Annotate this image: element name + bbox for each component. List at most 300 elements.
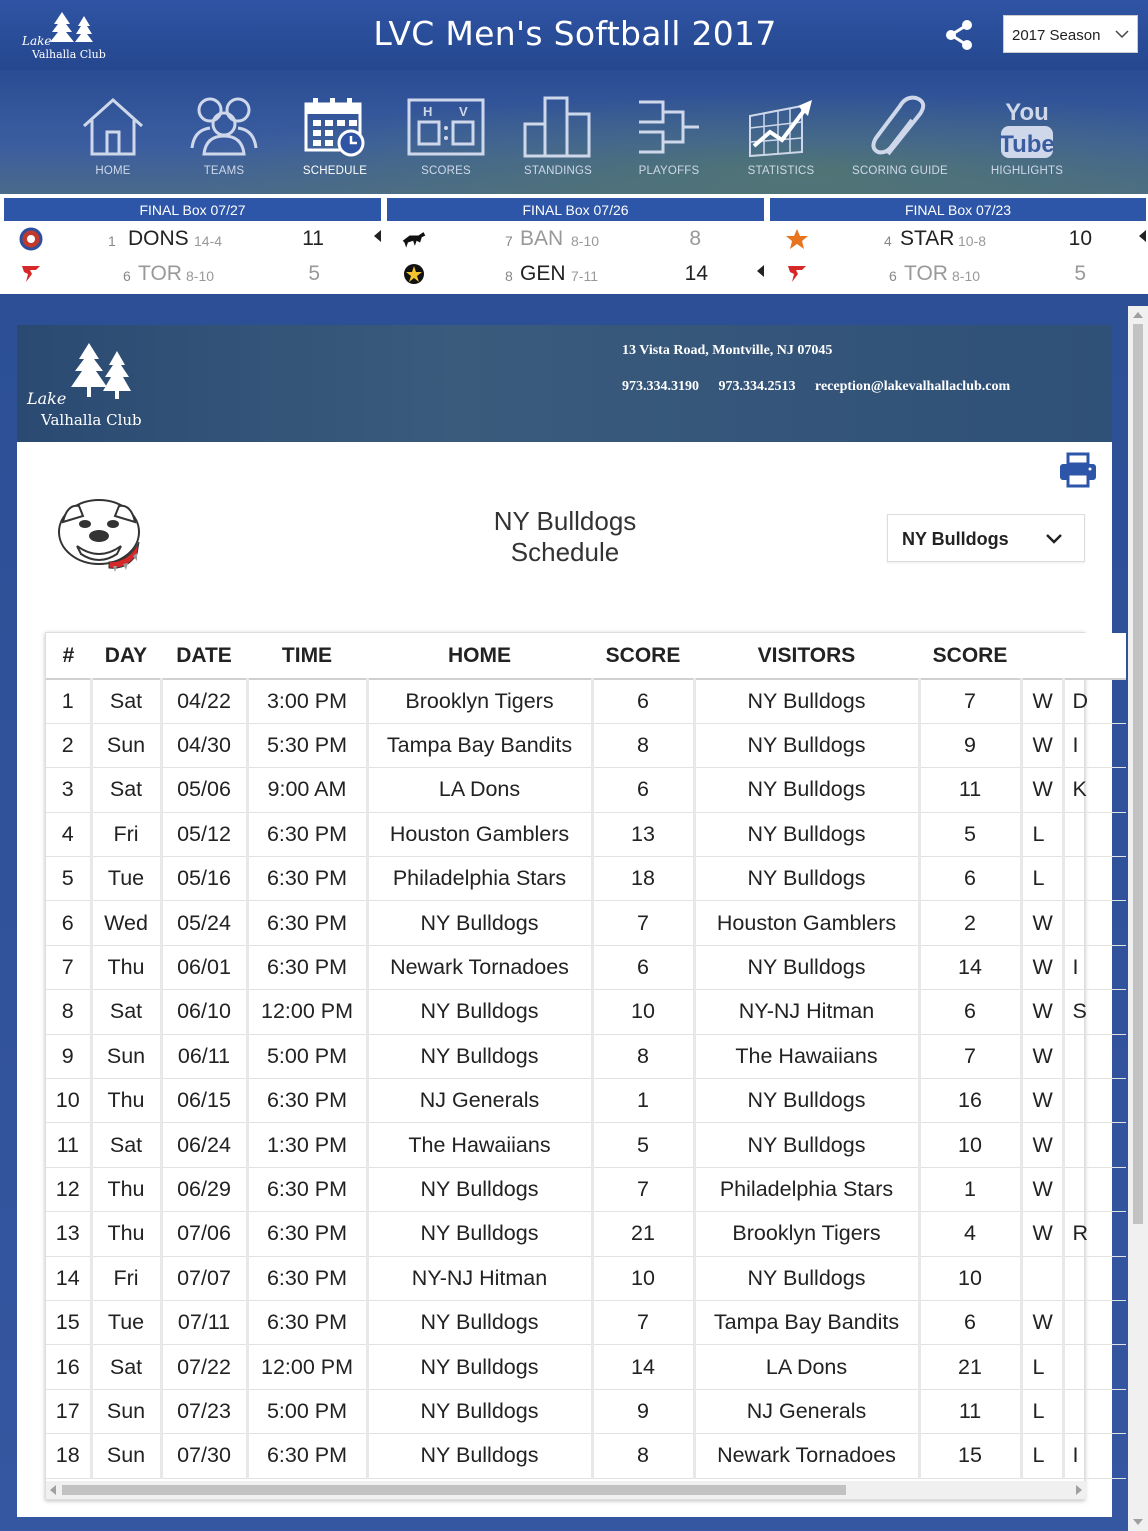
- table-cell: NY Bulldogs: [694, 768, 919, 812]
- paperclip-icon: [868, 96, 932, 158]
- table-row[interactable]: [46, 1256, 1126, 1300]
- table-row[interactable]: [46, 1212, 1126, 1256]
- scroll-thumb[interactable]: [62, 1485, 846, 1495]
- boxscore-team-row: [770, 221, 1146, 256]
- table-cell: 9: [919, 723, 1021, 767]
- team-dropdown[interactable]: [887, 514, 1085, 562]
- team-seed: 4: [884, 233, 892, 249]
- schedule-header-row: [46, 633, 1126, 679]
- logo-text-lake: Lake: [22, 34, 52, 48]
- table-cell: Thu: [91, 1212, 161, 1256]
- nav-statistics[interactable]: [726, 70, 836, 194]
- table-cell: W: [1021, 1034, 1063, 1078]
- table-row[interactable]: [46, 945, 1126, 989]
- table-cell: 6: [919, 990, 1021, 1034]
- table-cell: Wed: [91, 901, 161, 945]
- table-cell: I: [1063, 945, 1126, 989]
- scroll-right-icon[interactable]: [1076, 1485, 1082, 1495]
- boxscore-card[interactable]: [387, 198, 764, 294]
- club-contact: [622, 379, 1024, 395]
- table-cell: Sat: [91, 679, 161, 723]
- table-cell: 1: [592, 1079, 694, 1123]
- team-abbr: BAN: [520, 227, 564, 250]
- club-logo-large: [27, 341, 147, 431]
- winner-indicator-icon: [374, 230, 381, 242]
- table-cell: Thu: [91, 945, 161, 989]
- boxscore-header[interactable]: FINAL Box 07/26: [387, 198, 764, 221]
- table-cell: 3: [46, 768, 91, 812]
- table-cell: 07/30: [161, 1434, 247, 1478]
- table-cell: 1:30 PM: [247, 1123, 367, 1167]
- schedule-title-team: NY Bulldogs: [493, 506, 637, 536]
- table-cell: Sun: [91, 1034, 161, 1078]
- scores-ticker: [0, 194, 1148, 294]
- table-cell: 04/22: [161, 679, 247, 723]
- table-cell: Houston Gamblers: [367, 812, 592, 856]
- table-cell: 9: [592, 1389, 694, 1433]
- table-cell: [1063, 857, 1126, 901]
- bracket-icon: [637, 96, 701, 158]
- table-cell: Tue: [91, 857, 161, 901]
- table-cell: 7: [592, 1300, 694, 1344]
- table-cell: 6:30 PM: [247, 1079, 367, 1123]
- team-score: 14: [684, 262, 708, 285]
- scroll-left-icon[interactable]: [50, 1485, 56, 1495]
- table-cell: Sun: [91, 1434, 161, 1478]
- table-cell: W: [1021, 1123, 1063, 1167]
- nav-scores[interactable]: [391, 70, 501, 194]
- column-header: DAY: [91, 633, 161, 679]
- table-row[interactable]: [46, 812, 1126, 856]
- table-cell: NJ Generals: [694, 1389, 919, 1433]
- table-cell: 5: [46, 857, 91, 901]
- club-banner: [17, 325, 1112, 442]
- table-cell: 6:30 PM: [247, 901, 367, 945]
- table-cell: Fri: [91, 812, 161, 856]
- table-cell: NY-NJ Hitman: [367, 1256, 592, 1300]
- table-cell: Sat: [91, 1345, 161, 1389]
- table-cell: NY Bulldogs: [694, 1123, 919, 1167]
- team-abbr: TOR: [138, 262, 182, 285]
- bandits-horse-icon: [401, 227, 427, 251]
- table-cell: W: [1021, 723, 1063, 767]
- nav-standings[interactable]: [503, 70, 613, 194]
- table-cell: S: [1063, 990, 1126, 1034]
- table-cell: 05/06: [161, 768, 247, 812]
- main-nav: [0, 70, 1148, 194]
- svg-text:H: H: [423, 104, 433, 119]
- table-row[interactable]: [46, 1079, 1126, 1123]
- table-cell: NY Bulldogs: [694, 1079, 919, 1123]
- table-cell: 5: [592, 1123, 694, 1167]
- table-cell: 10: [592, 990, 694, 1034]
- nav-teams-label: TEAMS: [203, 165, 245, 177]
- table-cell: 6: [592, 679, 694, 723]
- table-cell: 12:00 PM: [247, 1345, 367, 1389]
- svg-text:You: You: [1005, 99, 1049, 126]
- table-cell: D: [1063, 679, 1126, 723]
- table-cell: [1063, 1123, 1126, 1167]
- table-cell: Tampa Bay Bandits: [367, 723, 592, 767]
- chevron-down-icon: [1046, 532, 1062, 546]
- teams-icon: [188, 96, 260, 156]
- team-record: 7-11: [571, 268, 598, 284]
- table-cell: 18: [592, 857, 694, 901]
- table-cell: [1063, 1167, 1126, 1211]
- table-cell: 11: [919, 1389, 1021, 1433]
- table-cell: 6:30 PM: [247, 1167, 367, 1211]
- table-cell: L: [1021, 812, 1063, 856]
- table-row[interactable]: [46, 768, 1126, 812]
- boxscore-card[interactable]: [4, 198, 381, 294]
- column-header: SCORE: [592, 633, 694, 679]
- tornado-team-icon: [784, 262, 810, 286]
- print-icon[interactable]: [1058, 452, 1098, 488]
- table-cell: W: [1021, 990, 1063, 1034]
- table-cell: W: [1021, 679, 1063, 723]
- table-cell: 6:30 PM: [247, 945, 367, 989]
- table-row[interactable]: [46, 1167, 1126, 1211]
- winner-indicator-icon: [757, 265, 764, 277]
- nav-scoring-guide[interactable]: [844, 70, 956, 194]
- table-cell: 14: [919, 945, 1021, 989]
- table-cell: K: [1063, 768, 1126, 812]
- table-row[interactable]: [46, 990, 1126, 1034]
- chevron-down-icon: [1115, 27, 1129, 41]
- table-cell: [1063, 901, 1126, 945]
- table-cell: 4: [46, 812, 91, 856]
- table-cell: NY Bulldogs: [367, 990, 592, 1034]
- table-cell: 6: [919, 857, 1021, 901]
- table-cell: The Hawaiians: [367, 1123, 592, 1167]
- table-cell: 6: [592, 945, 694, 989]
- banner-logo-text-club: Valhalla Club: [41, 411, 142, 429]
- table-cell: [1063, 1034, 1126, 1078]
- club-phone[interactable]: 973.334.3190: [622, 379, 699, 394]
- nav-playoffs[interactable]: [614, 70, 724, 194]
- table-cell: 2: [919, 901, 1021, 945]
- table-cell: R: [1063, 1212, 1126, 1256]
- nav-playoffs-label: PLAYOFFS: [638, 165, 700, 177]
- table-cell: 18: [46, 1434, 91, 1478]
- table-cell: 5:00 PM: [247, 1034, 367, 1078]
- table-cell: 15: [46, 1300, 91, 1344]
- table-cell: NY Bulldogs: [367, 1034, 592, 1078]
- schedule-body: [46, 679, 1126, 1478]
- table-cell: NY Bulldogs: [367, 1212, 592, 1256]
- club-phone[interactable]: 973.334.2513: [718, 379, 796, 394]
- team-record: 8-10: [952, 268, 981, 284]
- team-score: 10: [1068, 227, 1092, 250]
- table-cell: NY Bulldogs: [367, 1434, 592, 1478]
- svg-text:V: V: [459, 104, 468, 119]
- table-cell: L: [1021, 857, 1063, 901]
- team-dropdown-value: NY Bulldogs: [902, 529, 1009, 549]
- column-header: HOME: [367, 633, 592, 679]
- table-cell: 10: [592, 1256, 694, 1300]
- table-row[interactable]: [46, 1389, 1126, 1433]
- table-cell: W: [1021, 901, 1063, 945]
- table-cell: 6: [592, 768, 694, 812]
- tree-icon: [48, 10, 100, 44]
- nav-highlights-label: HIGHLIGHTS: [990, 165, 1064, 177]
- boxscore-team-row: [387, 221, 764, 256]
- table-cell: [1063, 1079, 1126, 1123]
- table-row[interactable]: [46, 723, 1126, 767]
- table-cell: 7: [46, 945, 91, 989]
- logo-text-club: Valhalla Club: [32, 48, 106, 61]
- table-cell: Brooklyn Tigers: [694, 1212, 919, 1256]
- table-cell: LA Dons: [367, 768, 592, 812]
- boxscore-team-row: [387, 256, 764, 291]
- table-cell: [1063, 1345, 1126, 1389]
- table-cell: 14: [46, 1256, 91, 1300]
- table-cell: 1: [919, 1167, 1021, 1211]
- team-seed: 1: [108, 233, 116, 249]
- table-cell: NY Bulldogs: [367, 1389, 592, 1433]
- table-cell: 05/16: [161, 857, 247, 901]
- table-cell: NJ Generals: [367, 1079, 592, 1123]
- boxscore-team-row: [770, 256, 1146, 291]
- nav-standings-label: STANDINGS: [523, 165, 593, 177]
- table-cell: 11: [46, 1123, 91, 1167]
- table-cell: 13: [592, 812, 694, 856]
- table-cell: 21: [919, 1345, 1021, 1389]
- column-header: SCORE: [919, 633, 1021, 679]
- horizontal-scrollbar[interactable]: [46, 1481, 1086, 1499]
- nav-home-label: HOME: [95, 165, 131, 177]
- nav-scores-label: SCORES: [421, 165, 471, 177]
- table-cell: 05/12: [161, 812, 247, 856]
- table-cell: I: [1063, 723, 1126, 767]
- boxscore-team-row: [4, 221, 381, 256]
- scroll-up-icon[interactable]: [1133, 312, 1143, 318]
- team-abbr: DONS: [128, 227, 189, 250]
- team-score: 5: [308, 262, 320, 285]
- table-cell: NY Bulldogs: [367, 901, 592, 945]
- table-cell: 07/11: [161, 1300, 247, 1344]
- table-cell: 10: [46, 1079, 91, 1123]
- scroll-thumb[interactable]: [1133, 324, 1143, 1224]
- table-cell: NY Bulldogs: [694, 812, 919, 856]
- vertical-scrollbar[interactable]: [1128, 306, 1148, 1531]
- nav-scoring-guide-label: SCORING GUIDE: [852, 165, 948, 177]
- table-row[interactable]: [46, 1345, 1126, 1389]
- table-cell: W: [1021, 1167, 1063, 1211]
- table-cell: W: [1021, 945, 1063, 989]
- team-record: 14-4: [194, 233, 223, 249]
- table-cell: 10: [919, 1123, 1021, 1167]
- table-cell: 6:30 PM: [247, 812, 367, 856]
- table-cell: [1021, 1256, 1063, 1300]
- table-cell: 05/24: [161, 901, 247, 945]
- table-cell: 13: [46, 1212, 91, 1256]
- table-cell: [1063, 812, 1126, 856]
- table-cell: Tue: [91, 1300, 161, 1344]
- table-cell: Brooklyn Tigers: [367, 679, 592, 723]
- team-abbr: GEN: [520, 262, 566, 285]
- winner-indicator-icon: [1139, 230, 1146, 242]
- schedule-table-container: [45, 632, 1089, 1500]
- table-cell: 07/23: [161, 1389, 247, 1433]
- home-icon: [80, 96, 146, 156]
- table-cell: 8: [46, 990, 91, 1034]
- table-cell: 10: [919, 1256, 1021, 1300]
- table-cell: 6: [46, 901, 91, 945]
- calendar-icon: [304, 96, 366, 156]
- table-cell: 6:30 PM: [247, 1300, 367, 1344]
- table-cell: 9:00 AM: [247, 768, 367, 812]
- column-header: #: [46, 633, 91, 679]
- table-row[interactable]: [46, 679, 1126, 723]
- table-cell: LA Dons: [694, 1345, 919, 1389]
- club-email-link[interactable]: reception@lakevalhallaclub.com: [815, 379, 1011, 394]
- table-cell: NY Bulldogs: [694, 945, 919, 989]
- table-cell: 7: [592, 901, 694, 945]
- tornado-team-icon: [18, 262, 44, 286]
- scroll-down-icon[interactable]: [1133, 1519, 1143, 1525]
- table-cell: W: [1021, 1079, 1063, 1123]
- table-cell: Thu: [91, 1167, 161, 1211]
- table-cell: Sun: [91, 723, 161, 767]
- table-cell: 07/07: [161, 1256, 247, 1300]
- table-cell: L: [1021, 1434, 1063, 1478]
- team-score: 11: [302, 227, 324, 250]
- season-dropdown[interactable]: [1003, 15, 1138, 53]
- table-cell: [1063, 1389, 1126, 1433]
- table-cell: NY Bulldogs: [694, 857, 919, 901]
- table-cell: 8: [592, 1434, 694, 1478]
- table-cell: [1063, 1256, 1126, 1300]
- bulldog-team-icon: [53, 492, 145, 574]
- table-cell: Newark Tornadoes: [367, 945, 592, 989]
- table-cell: 06/11: [161, 1034, 247, 1078]
- schedule-title: [415, 506, 715, 568]
- table-row[interactable]: [46, 901, 1126, 945]
- app-title: LVC Men's Softball 2017: [373, 14, 777, 53]
- table-row[interactable]: [46, 1123, 1126, 1167]
- table-row[interactable]: [46, 1300, 1126, 1344]
- season-dropdown-value: 2017 Season: [1012, 27, 1101, 44]
- table-cell: 12:00 PM: [247, 990, 367, 1034]
- table-cell: Philadelphia Stars: [694, 1167, 919, 1211]
- schedule-table: [46, 633, 1126, 1479]
- table-cell: NY Bulldogs: [694, 679, 919, 723]
- table-cell: 5:00 PM: [247, 1389, 367, 1433]
- table-cell: 07/06: [161, 1212, 247, 1256]
- table-cell: The Hawaiians: [694, 1034, 919, 1078]
- table-cell: L: [1021, 1389, 1063, 1433]
- team-seed: 6: [123, 268, 131, 284]
- table-cell: 7: [919, 1034, 1021, 1078]
- youtube-icon: [999, 96, 1055, 160]
- table-cell: 16: [46, 1345, 91, 1389]
- table-row[interactable]: [46, 1434, 1126, 1478]
- table-cell: 6:30 PM: [247, 1434, 367, 1478]
- table-cell: 8: [592, 723, 694, 767]
- table-cell: Houston Gamblers: [694, 901, 919, 945]
- team-abbr: STAR: [900, 227, 955, 250]
- table-cell: W: [1021, 1212, 1063, 1256]
- club-logo[interactable]: [18, 10, 108, 66]
- table-cell: 1: [46, 679, 91, 723]
- table-cell: 3:00 PM: [247, 679, 367, 723]
- table-cell: 06/24: [161, 1123, 247, 1167]
- chart-icon: [746, 96, 816, 158]
- table-cell: Philadelphia Stars: [367, 857, 592, 901]
- table-cell: NY Bulldogs: [367, 1345, 592, 1389]
- team-score: 5: [1074, 262, 1086, 285]
- table-row[interactable]: [46, 1034, 1126, 1078]
- table-cell: NY Bulldogs: [367, 1167, 592, 1211]
- table-cell: 8: [592, 1034, 694, 1078]
- table-cell: NY Bulldogs: [694, 1256, 919, 1300]
- table-cell: 7: [592, 1167, 694, 1211]
- table-cell: Sat: [91, 990, 161, 1034]
- table-cell: W: [1021, 1300, 1063, 1344]
- table-cell: 12: [46, 1167, 91, 1211]
- team-record: 8-10: [186, 268, 215, 284]
- table-cell: 06/01: [161, 945, 247, 989]
- table-cell: 16: [919, 1079, 1021, 1123]
- table-cell: 06/29: [161, 1167, 247, 1211]
- column-header: DATE: [161, 633, 247, 679]
- top-header: [0, 0, 1148, 70]
- boxscore-header[interactable]: FINAL Box 07/27: [4, 198, 381, 221]
- table-cell: Tampa Bay Bandits: [694, 1300, 919, 1344]
- table-cell: 5:30 PM: [247, 723, 367, 767]
- table-cell: 2: [46, 723, 91, 767]
- table-cell: 14: [592, 1345, 694, 1389]
- table-cell: I: [1063, 1434, 1126, 1478]
- team-seed: 8: [505, 268, 513, 284]
- table-cell: 6:30 PM: [247, 857, 367, 901]
- table-cell: Newark Tornadoes: [694, 1434, 919, 1478]
- boxscore-team-row: [4, 256, 381, 291]
- team-record: 10-8: [958, 233, 987, 249]
- table-cell: 4: [919, 1212, 1021, 1256]
- nav-highlights[interactable]: [972, 70, 1082, 194]
- table-cell: L: [1021, 1345, 1063, 1389]
- share-icon[interactable]: [942, 18, 976, 52]
- table-cell: Fri: [91, 1256, 161, 1300]
- nav-schedule-label: SCHEDULE: [302, 165, 368, 177]
- table-cell: 7: [919, 679, 1021, 723]
- boxscore-card[interactable]: [770, 198, 1146, 294]
- boxscore-header[interactable]: FINAL Box 07/23: [770, 198, 1146, 221]
- table-row[interactable]: [46, 857, 1126, 901]
- table-cell: NY Bulldogs: [694, 723, 919, 767]
- table-cell: 5: [919, 812, 1021, 856]
- nav-teams[interactable]: [169, 70, 279, 194]
- banner-logo-text-lake: Lake: [27, 389, 67, 408]
- table-cell: 21: [592, 1212, 694, 1256]
- table-cell: NY Bulldogs: [367, 1300, 592, 1344]
- table-cell: 6:30 PM: [247, 1212, 367, 1256]
- column-header: [1021, 633, 1063, 679]
- table-cell: 9: [46, 1034, 91, 1078]
- team-score: 8: [689, 227, 701, 250]
- generals-star-icon: [401, 262, 427, 286]
- club-address: 13 Vista Road, Montville, NJ 07045: [622, 343, 833, 358]
- standings-icon: [521, 96, 595, 158]
- nav-schedule[interactable]: [280, 70, 390, 194]
- team-abbr: TOR: [904, 262, 948, 285]
- table-cell: [1063, 1300, 1126, 1344]
- table-cell: Thu: [91, 1079, 161, 1123]
- nav-home[interactable]: [58, 70, 168, 194]
- table-cell: 17: [46, 1389, 91, 1433]
